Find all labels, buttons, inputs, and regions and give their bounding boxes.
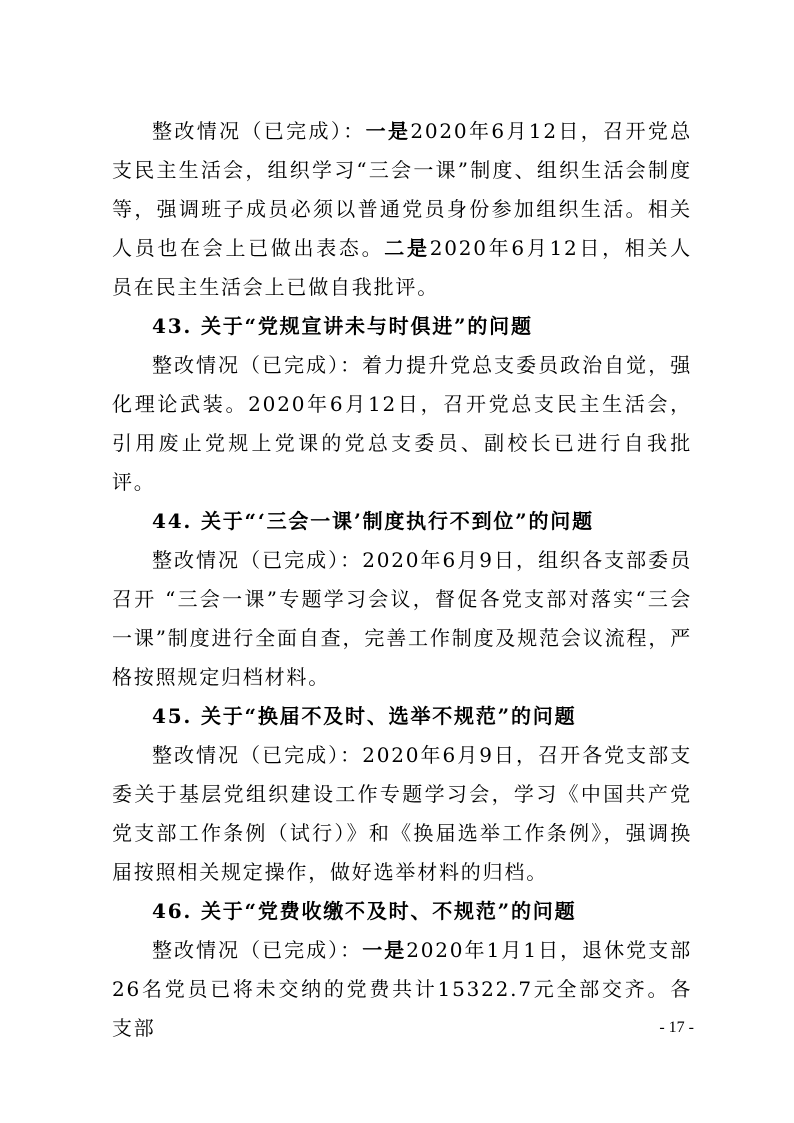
paragraph-text: 2020年1月1日，退休党支部26名党员已将未交纳的党费共计15322.7元全部交齐。各支部 xyxy=(112,938,692,1040)
paragraph-text: 2020年6月12日，相关人员在民主生活会上已做自我批评。 xyxy=(112,236,692,299)
paragraph-text: 2020年6月12日，召开党总支民主生活会，组织学习“三会一课”制度、组织生活会制度等，强调班子成员必须以普通党员身份参加组织生活。相关人员也在会上已做出表态。 xyxy=(112,119,693,260)
paragraph-text: 整改情况（已完成）： xyxy=(152,938,363,962)
section-heading-45: 45. 关于“换届不及时、选举不规范”的问题 xyxy=(152,704,577,728)
section-paragraph xyxy=(112,541,692,697)
paragraph-text: 整改情况（已完成）：2020年6月9日，组织各支部委员召开 “三会一课”专题学习会议，督促各党支部对落实“三会一课”制度进行全面自查，完善工作制度及规范会议流程，严格按照规定归档材料。 xyxy=(112,548,692,689)
section-paragraph xyxy=(112,112,692,307)
emphasis-first: 一是 xyxy=(362,938,407,962)
emphasis-second: 二是 xyxy=(384,236,430,260)
section-paragraph xyxy=(112,931,692,1048)
section-heading-44: 44. 关于“‘三会一课’制度执行不到位”的问题 xyxy=(152,509,594,533)
section-paragraph xyxy=(112,736,692,892)
document-body xyxy=(112,112,692,1048)
section-heading-46: 46. 关于“党费收缴不及时、不规范”的问题 xyxy=(152,899,577,923)
section-paragraph xyxy=(112,346,692,502)
paragraph-text: 整改情况（已完成）：2020年6月9日，召开各党支部支委关于基层党组织建设工作专题学习会，学习《中国共产党党支部工作条例（试行）》和《换届选举工作条例》，强调换届按照相关规定操作，做好选举材料的归档。 xyxy=(112,743,692,884)
paragraph-text: 整改情况（已完成）： xyxy=(152,119,366,143)
paragraph-text: 整改情况（已完成）：着力提升党总支委员政治自觉，强化理论武装。2020年6月12日，召开党总支民主生活会，引用废止党规上党课的党总支委员、副校长已进行自我批评。 xyxy=(112,353,692,494)
emphasis-first: 一是 xyxy=(365,119,411,143)
page-number: - 17 - xyxy=(659,1019,694,1036)
section-heading-43: 43. 关于“党规宣讲未与时俱进”的问题 xyxy=(152,314,533,338)
